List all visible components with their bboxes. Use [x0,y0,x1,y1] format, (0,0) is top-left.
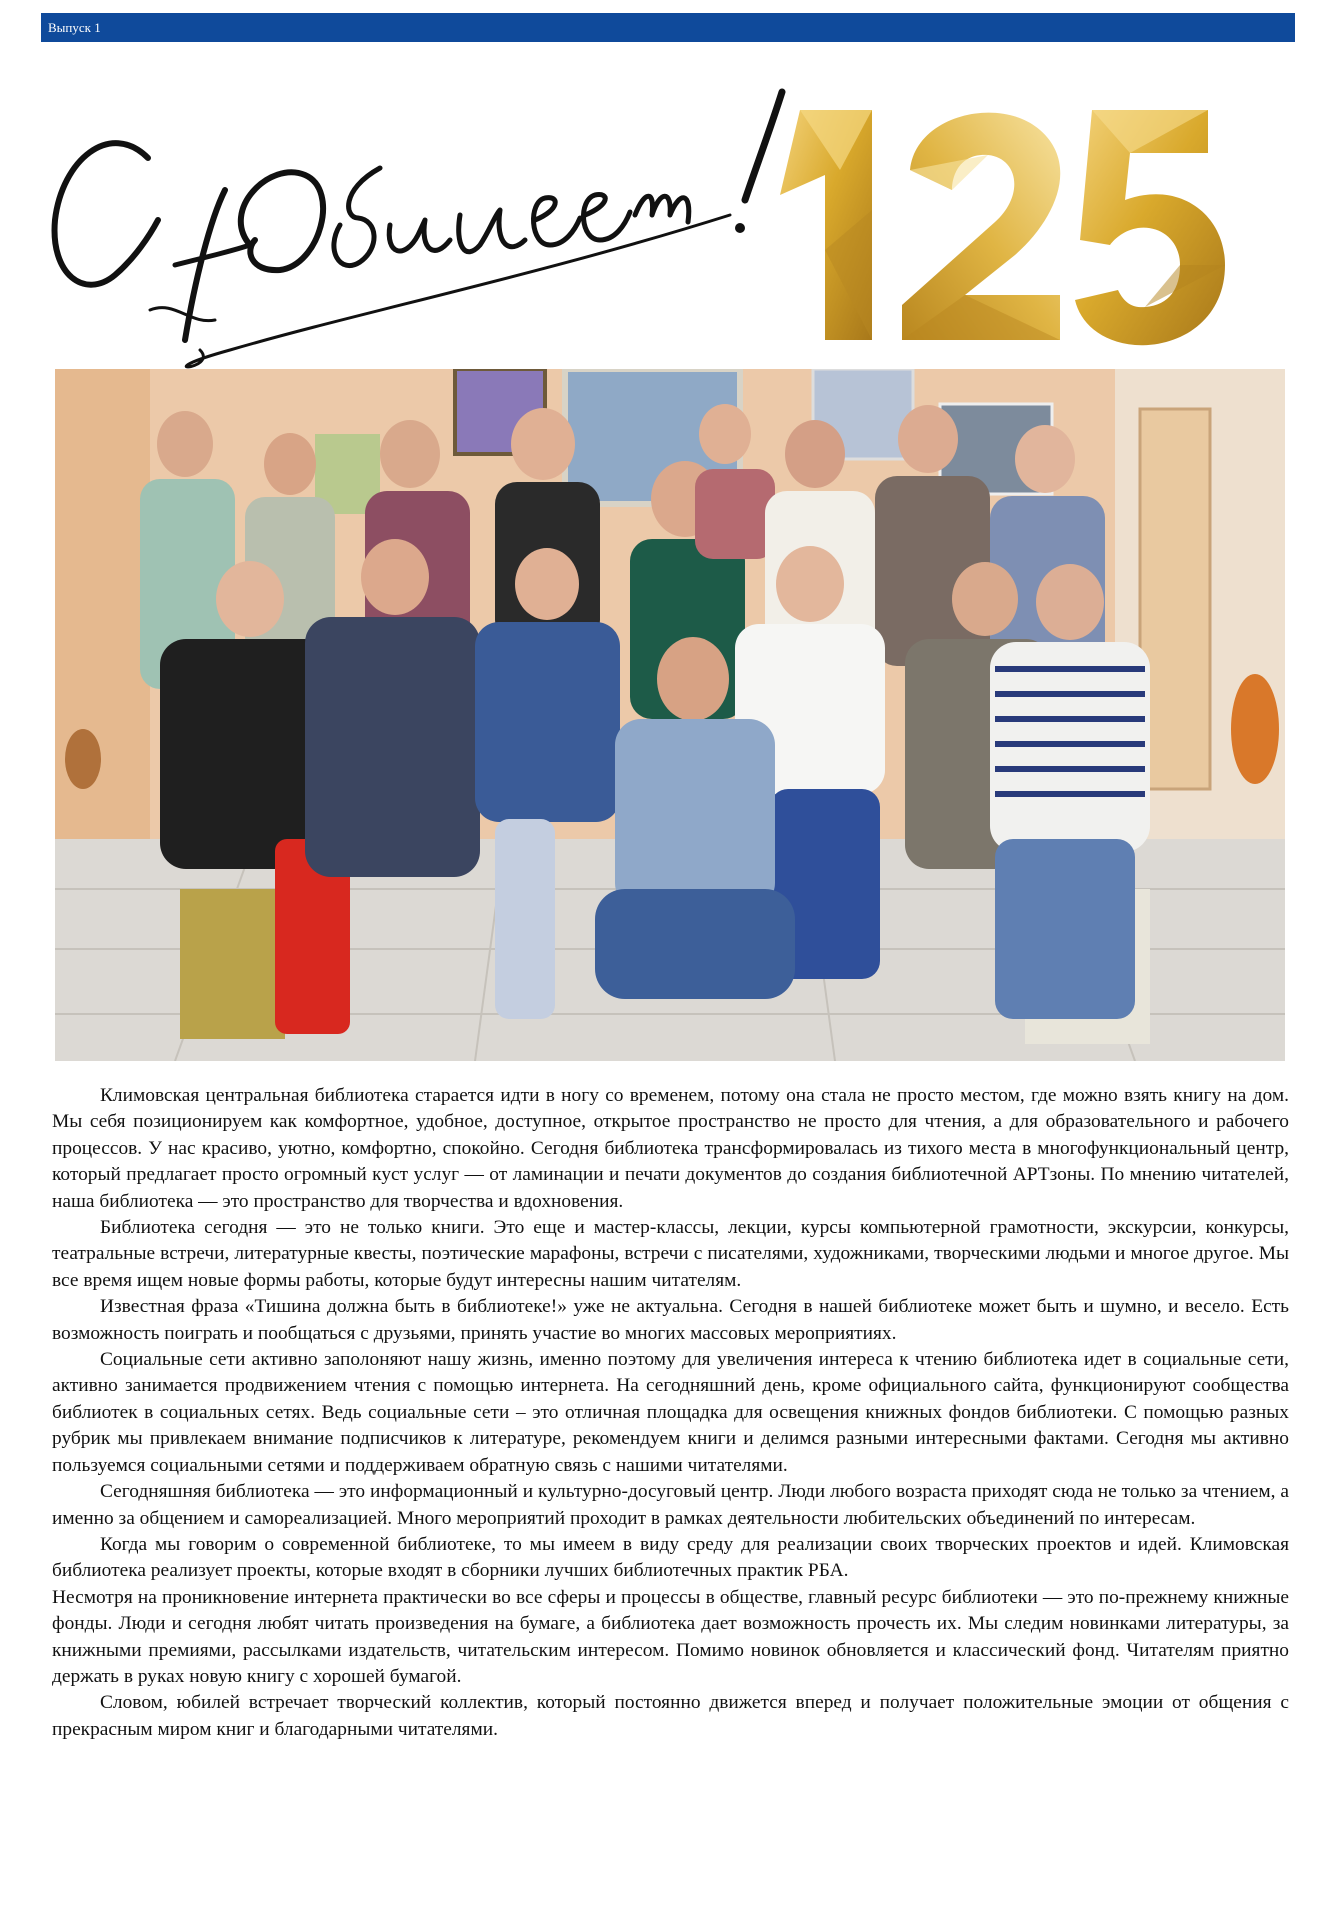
script-greeting [55,92,782,367]
article-paragraph: Известная фраза «Тишина должна быть в библиотеке!» уже не актуальна. Сегодня в нашей библиотеке может быть и шумно, и весело. Есть возможность поиграть и пообщаться с друзьями, принять участие во многих массовых мероприятиях. [52,1296,1289,1344]
article-paragraph: Сегодняшняя библиотека — это информационный и культурно-досуговый центр. Люди любого возраста приходят сюда не только за чтением, а именно за общением и самореализацией. Много мероприятий проходит в рамках деятельности любительских объединений по интересам. [52,1481,1289,1529]
article-paragraph: Словом, юбилей встречает творческий коллектив, который постоянно движется вперед и получает положительные эмоции от общения с прекрасным миром книг и благодарными читателями. [52,1692,1289,1740]
issue-label: Выпуск 1 [48,20,101,35]
issue-header-bar [41,13,1295,42]
anniversary-number-125 [780,110,1225,345]
article-body [52,1083,1289,1743]
article-paragraph: Когда мы говорим о современной библиотеке, то мы имеем в виду среду для реализации своих творческих проектов и идей. Климовская библиотека реализует проекты, которые входят в сборники лучших библиотечных практик РБА. [52,1533,1289,1582]
article-paragraph: Климовская центральная библиотека старается идти в ногу со временем, потому она стала не просто местом, где можно взять книгу на дом. Мы себя позиционируем как комфортное, удобное, доступное, открытое пространство не просто для чтения, а для образовательного и рабочего процессов. У нас красиво, уютно, комфортно, спокойно. Сегодня библиотека трансформировалась из тихого места в многофункциональный центр, который предлагает просто огромный куст услуг — от ламинации и печати документов до создания библиотечной АРТзоны. По мнению читателей, наша библиотека — это пространство для творчества и вдохновения. [52,1085,1289,1212]
article-paragraph: Библиотека сегодня — это не только книги. Это еще и мастер-классы, лекции, курсы компьютерной грамотности, экскурсии, конкурсы, театральные встречи, литературные квесты, поэтические марафоны, встречи с писателями, художниками, творческими людьми и многое другое. Мы все время ищем новые формы работы, которые будут интересны нашим читателям. [52,1217,1289,1291]
article-paragraph: Социальные сети активно заполоняют нашу жизнь, именно поэтому для увеличения интереса к чтению библиотека идет в социальные сети, активно занимается продвижением чтения с помощью интернета. На сегодняшний день, кроме официального сайта, функционируют сообщества библиотек в социальных сетях. Ведь социальные сети – это отличная площадка для освещения книжных фондов библиотеки. С помощью разных рубрик мы привлекаем внимание подписчиков к литературе, рекомендуем книги и делимся разными интересными фактами. Сегодня мы активно пользуемся социальными сетями и поддерживаем обратную связь с нашими читателями. [52,1349,1289,1476]
article-paragraph: Несмотря на проникновение интернета практически во все сферы и процессы в обществе, главный ресурс библиотеки — это по-прежнему книжные фонды. Люди и сегодня любят читать произведения на бумаге, а библиотека дает возможность прочесть их. Мы следим новинками литературы, за книжными премиями, рассылками издательств, читательским интересом. Помимо новинок обновляется и классический фонд. Читателям приятно держать в руках новую книгу с хорошей бумагой. [52,1586,1289,1687]
headline-banner [40,50,1310,380]
anniversary-title-art [40,50,1310,380]
staff-group-photo [55,369,1285,1061]
group-photo-illustration [55,369,1285,1061]
